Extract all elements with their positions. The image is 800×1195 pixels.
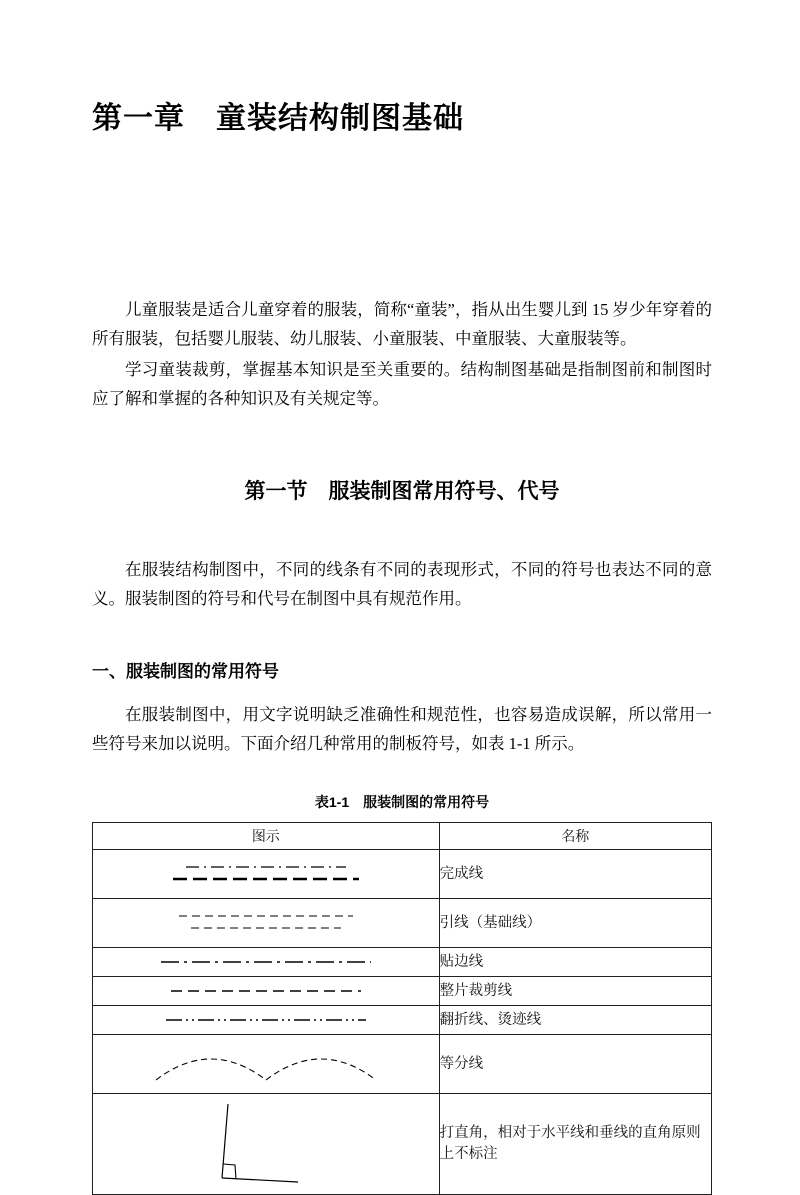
table-header-row xyxy=(93,823,712,850)
symbol-whole-piece-cut-line-illustration xyxy=(93,977,440,1006)
symbol-name: 打直角，相对于水平线和垂线的直角原则上不标注 xyxy=(439,1094,711,1195)
subsection-title: 一、服装制图的常用符号 xyxy=(92,662,279,681)
fold-line-icon xyxy=(146,1013,386,1027)
whole-piece-cut-line-icon xyxy=(146,984,386,998)
symbol-name: 贴边线 xyxy=(439,948,711,977)
table-row xyxy=(93,1094,712,1195)
finish-line-icon xyxy=(151,859,381,889)
table-row xyxy=(93,977,712,1006)
facing-line-icon xyxy=(146,955,386,969)
table-row xyxy=(93,850,712,899)
symbol-name: 引线（基础线） xyxy=(439,899,711,948)
paragraph-intro-1: 儿童服装是适合儿童穿着的服装，简称“童装”，指从出生婴儿到 15 岁少年穿着的所有服装，包括婴儿服装、幼儿服装、小童服装、中童服装、大童服装等。 xyxy=(92,300,712,348)
paragraph-intro-2: 学习童装裁剪，掌握基本知识是至关重要的。结构制图基础是指制图前和制图时应了解和掌握的各种知识及有关规定等。 xyxy=(92,360,712,408)
symbol-name: 等分线 xyxy=(439,1035,711,1094)
symbol-finish-line-illustration xyxy=(93,850,440,899)
paragraph-symbols-intro: 在服装制图中，用文字说明缺乏准确性和规范性，也容易造成误解，所以常用一些符号来加以说明。下面介绍几种常用的制板符号，如表 1-1 所示。 xyxy=(92,705,712,753)
table-caption: 表1-1 服装制图的常用符号 xyxy=(314,794,490,810)
table-row xyxy=(93,948,712,977)
paragraph-section-intro: 在服装结构制图中，不同的线条有不同的表现形式，不同的符号也表达不同的意义。服装制图的符号和代号在制图中具有规范作用。 xyxy=(92,560,712,608)
table-row xyxy=(93,1006,712,1035)
symbol-equal-division-illustration xyxy=(93,1035,440,1094)
symbol-name: 整片裁剪线 xyxy=(439,977,711,1006)
symbol-right-angle-illustration xyxy=(93,1094,440,1195)
table-header-illustration: 图示 xyxy=(93,823,440,850)
symbol-facing-line-illustration xyxy=(93,948,440,977)
right-angle-icon xyxy=(166,1098,366,1190)
table-row xyxy=(93,899,712,948)
equal-division-icon xyxy=(141,1042,391,1086)
symbol-name: 翻折线、烫迹线 xyxy=(439,1006,711,1035)
table-row xyxy=(93,1035,712,1094)
guide-line-icon xyxy=(151,908,381,938)
table-header-name: 名称 xyxy=(439,823,711,850)
symbol-fold-line-illustration xyxy=(93,1006,440,1035)
symbol-name: 完成线 xyxy=(439,850,711,899)
section-title: 第一节 服装制图常用符号、代号 xyxy=(244,480,560,503)
symbols-table xyxy=(92,822,712,1195)
symbol-guide-line-illustration xyxy=(93,899,440,948)
chapter-title: 第一章 童装结构制图基础 xyxy=(92,102,464,135)
